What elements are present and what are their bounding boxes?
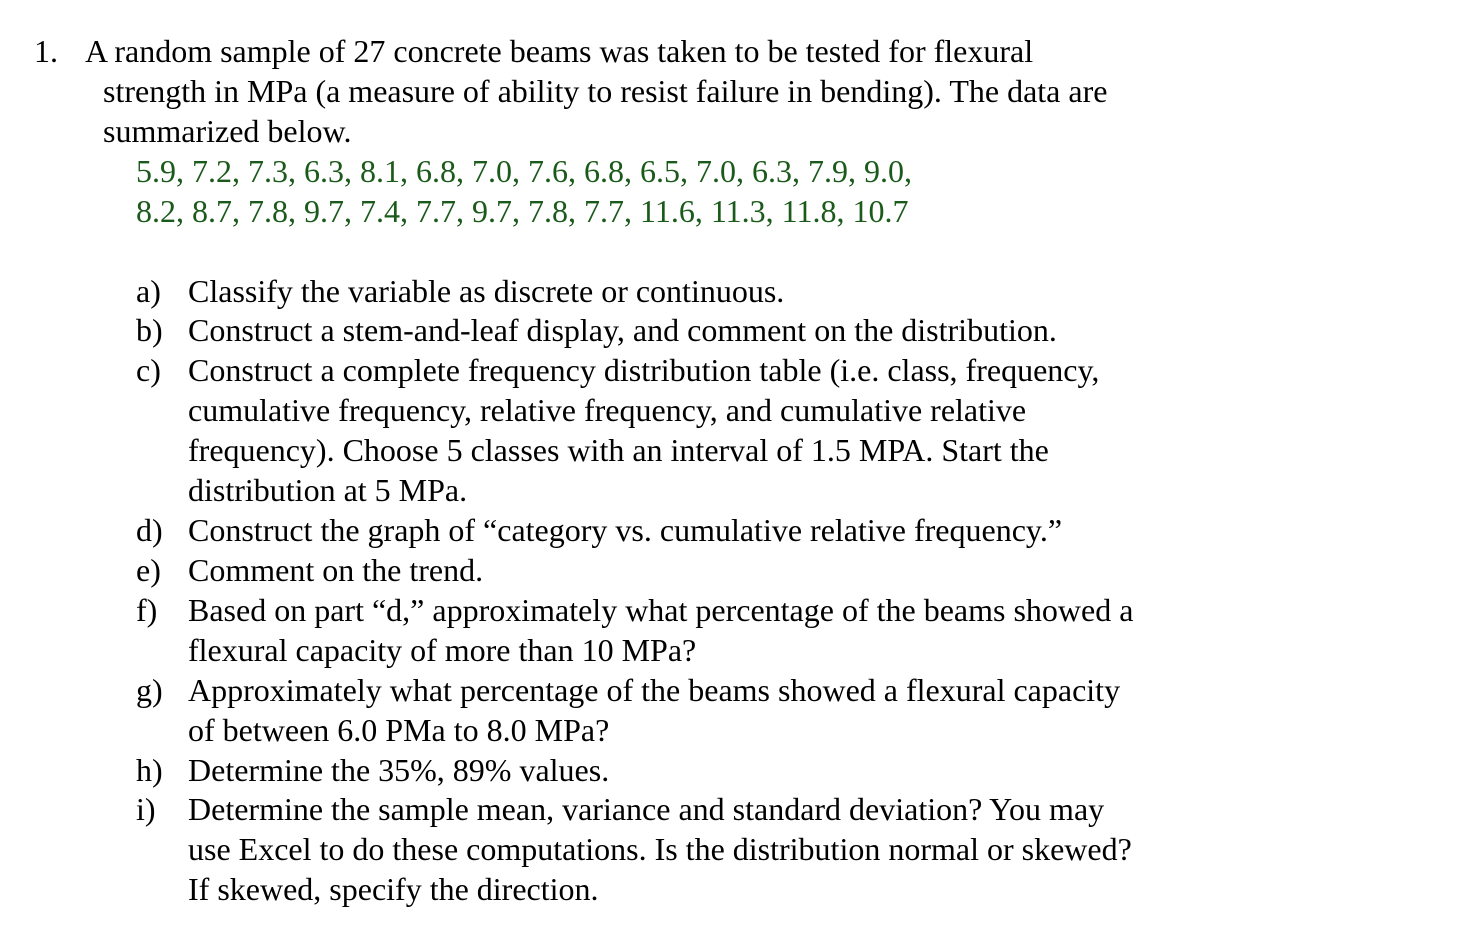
part-label-d: d)	[136, 512, 163, 548]
part-d-line-1: Construct the graph of “category vs. cumulative relative frequency.”	[188, 512, 1063, 548]
part-e-line-1: Comment on the trend.	[188, 552, 484, 588]
part-label-i: i)	[136, 791, 156, 827]
part-c-line-4: distribution at 5 MPa.	[188, 472, 468, 508]
part-g-line-1: Approximately what percentage of the beams showed a flexural capacity	[188, 672, 1121, 708]
intro-line-1: A random sample of 27 concrete beams was taken to be tested for flexural	[85, 33, 1034, 69]
part-label-h: h)	[136, 752, 163, 788]
part-f-line-1: Based on part “d,” approximately what percentage of the beams showed a	[188, 592, 1134, 628]
intro-line-2: strength in MPa (a measure of ability to resist failure in bending). The data are	[103, 73, 1108, 109]
problem-number: 1.	[34, 33, 58, 69]
part-h-line-1: Determine the 35%, 89% values.	[188, 752, 610, 788]
part-label-g: g)	[136, 672, 163, 708]
part-c-line-1: Construct a complete frequency distribution table (i.e. class, frequency,	[188, 352, 1100, 388]
part-b-line-1: Construct a stem-and-leaf display, and comment on the distribution.	[188, 312, 1057, 348]
part-label-b: b)	[136, 312, 163, 348]
part-label-e: e)	[136, 552, 161, 588]
data-line-2: 8.2, 8.7, 7.8, 9.7, 7.4, 7.7, 9.7, 7.8, 7.7, 11.6, 11.3, 11.8, 10.7	[136, 193, 909, 229]
part-c-line-2: cumulative frequency, relative frequency, and cumulative relative	[188, 392, 1027, 428]
part-g-line-2: of between 6.0 PMa to 8.0 MPa?	[188, 712, 610, 748]
part-label-a: a)	[136, 273, 161, 309]
part-a-line-1: Classify the variable as discrete or continuous.	[188, 273, 785, 309]
part-f-line-2: flexural capacity of more than 10 MPa?	[188, 632, 697, 668]
part-i-line-1: Determine the sample mean, variance and standard deviation? You may	[188, 791, 1105, 827]
intro-line-3: summarized below.	[103, 113, 352, 149]
part-label-c: c)	[136, 352, 161, 388]
part-i-line-3: If skewed, specify the direction.	[188, 871, 599, 907]
part-label-f: f)	[136, 592, 158, 628]
part-c-line-3: frequency). Choose 5 classes with an interval of 1.5 MPA. Start the	[188, 432, 1049, 468]
data-line-1: 5.9, 7.2, 7.3, 6.3, 8.1, 6.8, 7.0, 7.6, 6.8, 6.5, 7.0, 6.3, 7.9, 9.0,	[136, 153, 912, 189]
part-i-line-2: use Excel to do these computations. Is the distribution normal or skewed?	[188, 831, 1132, 867]
